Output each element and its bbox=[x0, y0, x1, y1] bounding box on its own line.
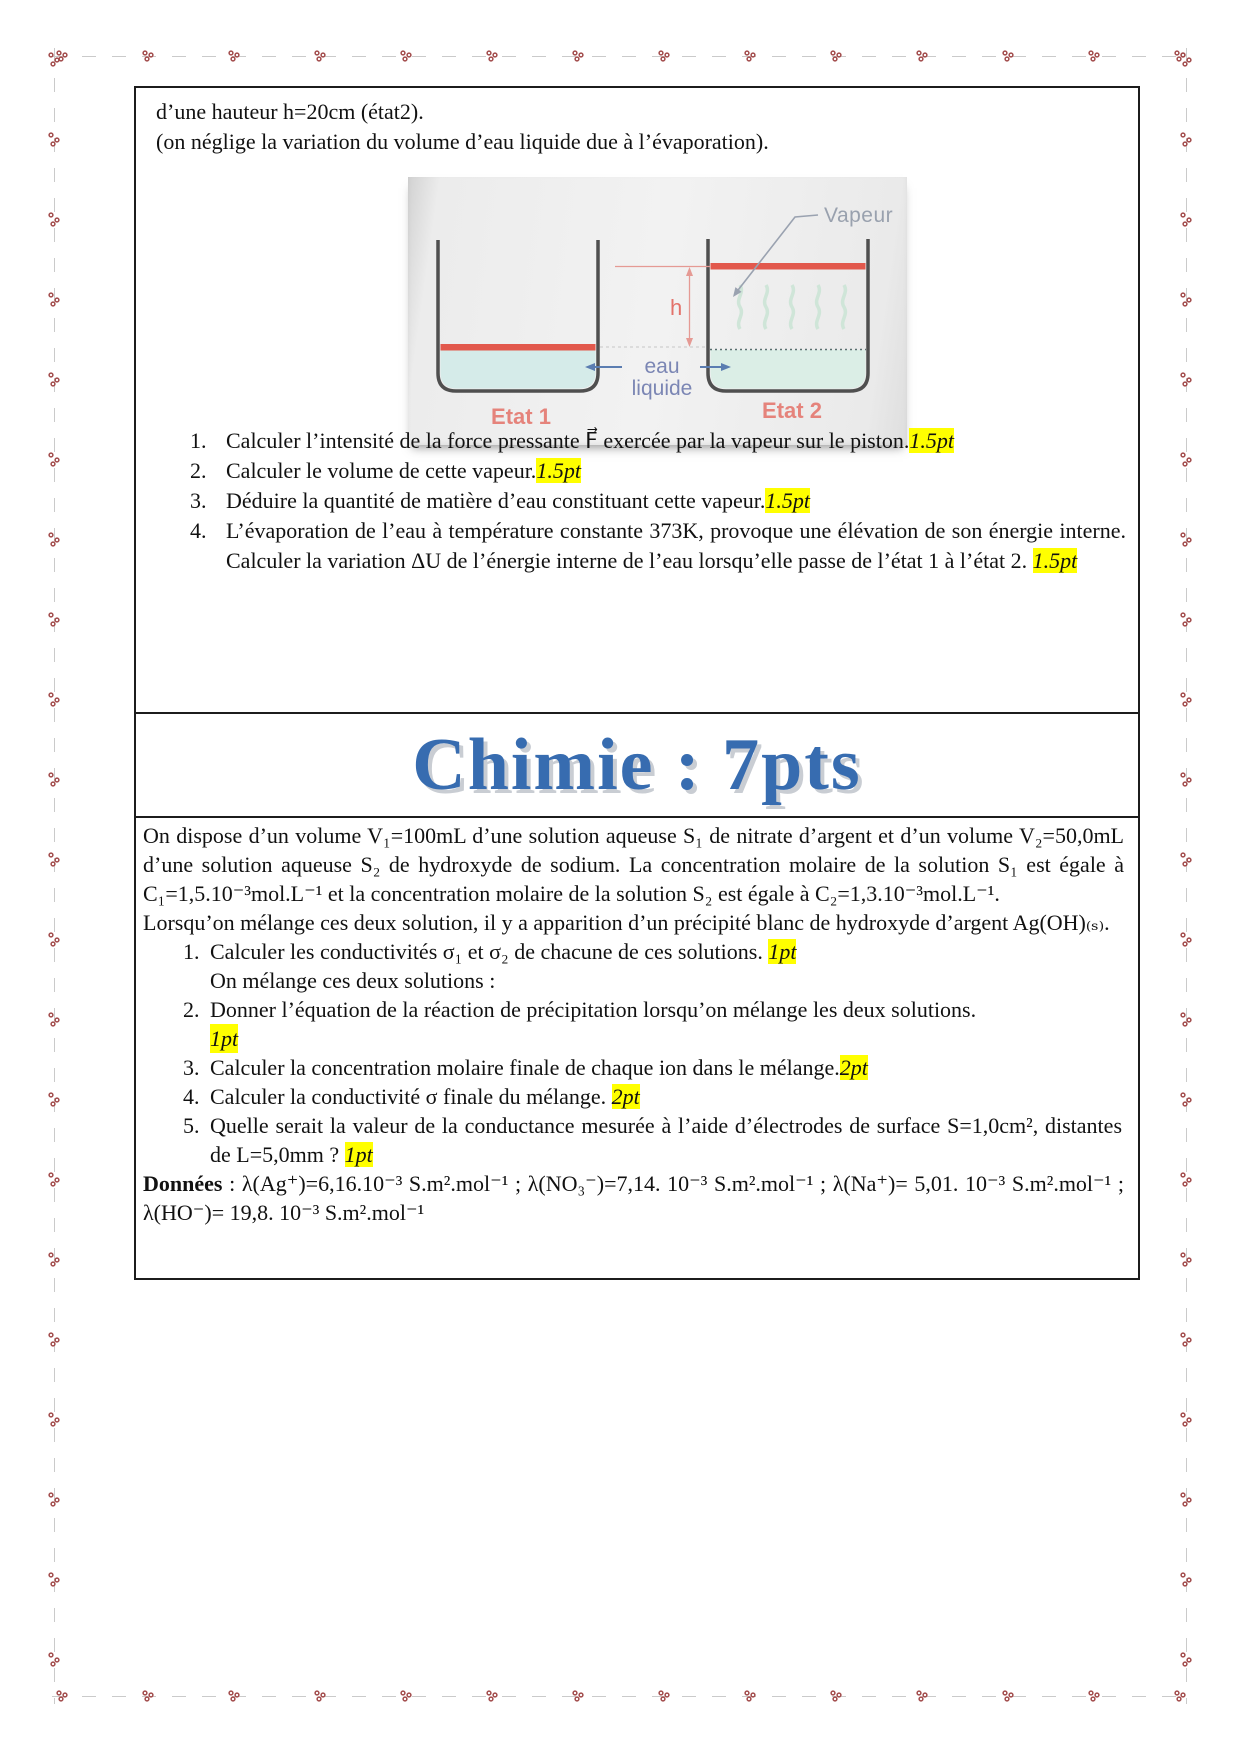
question-text: L’évaporation de l’eau à température constante 373K, provoque une élévation de son énergie interne. Calculer la variation ΔU de l’énergie interne de l’eau lorsqu’elle passe de l’état 1 à l’état 2. bbox=[226, 518, 1126, 573]
question-text: Quelle serait la valeur de la conductance mesurée à l’aide d’électrodes de surface S=1,0cm², distantes de L=5,0mm ? bbox=[210, 1113, 1122, 1167]
question-number: 2. bbox=[190, 458, 207, 483]
question-text: Donner l’équation de la réaction de précipitation lorsqu’on mélange les deux solutions. bbox=[210, 997, 977, 1022]
question-text: Calculer le volume de cette vapeur. bbox=[226, 458, 537, 483]
vapeur-label: Vapeur bbox=[824, 204, 894, 227]
question-number: 3. bbox=[183, 1055, 200, 1080]
question-item bbox=[143, 1111, 1126, 1169]
physics-question-list bbox=[136, 426, 1138, 576]
question-number: 5. bbox=[183, 1113, 200, 1138]
h-label: h bbox=[670, 295, 683, 320]
points-badge: 1.5pt bbox=[765, 488, 811, 513]
etat2-label: Etat 2 bbox=[762, 398, 822, 423]
points-badge: 1.5pt bbox=[909, 428, 954, 453]
points-badge: 1pt bbox=[210, 1026, 239, 1051]
figure-etats-photo bbox=[408, 177, 907, 445]
physics-section bbox=[136, 88, 1138, 712]
donnees-label: Données bbox=[143, 1171, 223, 1196]
physics-intro-line1: d’une hauteur h=20cm (état2). bbox=[156, 99, 424, 124]
donnees-paragraph bbox=[143, 1169, 1126, 1227]
question-number: 1. bbox=[183, 939, 200, 964]
content-box bbox=[134, 86, 1140, 1280]
question-number: 4. bbox=[183, 1084, 200, 1109]
question-item bbox=[143, 995, 1126, 1053]
decorative-border-top bbox=[52, 48, 1190, 64]
question-number: 2. bbox=[183, 997, 200, 1022]
chemistry-title-section bbox=[136, 712, 1138, 816]
question-text: Calculer les conductivités σ₁ et σ₂ de chacune de ces solutions. bbox=[210, 939, 769, 964]
etat1-label: Etat 1 bbox=[491, 404, 551, 429]
question-item bbox=[136, 426, 1138, 456]
points-badge: 2pt bbox=[839, 1055, 868, 1080]
question-text: Calculer la conductivité σ finale du mélange. bbox=[210, 1084, 612, 1109]
eau-label: eau bbox=[644, 355, 680, 378]
question-text: Déduire la quantité de matière d’eau constituant cette vapeur. bbox=[226, 488, 766, 513]
h-dimension bbox=[600, 267, 710, 348]
vapor-squiggles-icon bbox=[739, 285, 846, 329]
decorative-border-right bbox=[1178, 48, 1194, 1704]
melange-subline: On mélange ces deux solutions : bbox=[210, 968, 496, 993]
etat1-piston bbox=[441, 344, 596, 351]
question-item bbox=[136, 456, 1138, 486]
points-badge: 2pt bbox=[611, 1084, 640, 1109]
chemistry-section bbox=[136, 816, 1138, 1278]
question-item bbox=[143, 937, 1126, 966]
points-badge: 1pt bbox=[768, 939, 797, 964]
page-title: Chimie : 7pts bbox=[412, 724, 862, 806]
question-item bbox=[143, 1082, 1126, 1111]
chemistry-intro-paragraph: On dispose d’un volume V₁=100mL d’une solution aqueuse S₁ de nitrate d’argent et d’un volume V₂=50,0mL d’une solution aqueuse S₂ de hydroxyde de sodium. La concentration molaire de la solution S₁ est égale à C₁=1,5.10⁻³mol.L⁻¹ et la concentration molaire de la solution S₂ est égale à C₂=1,3.10⁻³mol.L⁻¹. bbox=[143, 823, 1124, 906]
liquide-label: liquide bbox=[631, 377, 693, 400]
question-number: 3. bbox=[190, 488, 207, 513]
question-item bbox=[136, 516, 1138, 576]
etat1-liquid bbox=[441, 350, 596, 389]
points-badge: 1.5pt bbox=[1032, 548, 1078, 573]
points-badge: 1pt bbox=[344, 1142, 373, 1167]
question-item bbox=[143, 1053, 1126, 1082]
chemistry-note-paragraph: Lorsqu’on mélange ces deux solution, il y a apparition d’un précipité blanc de hydroxyde d’argent Ag(OH)₍ₛ₎. bbox=[143, 910, 1110, 935]
question-text: Calculer la concentration molaire finale de chaque ion dans le mélange. bbox=[210, 1055, 840, 1080]
decorative-border-bottom bbox=[52, 1688, 1190, 1704]
vapeur-leader-line bbox=[733, 215, 818, 297]
question-number: 1. bbox=[190, 428, 207, 453]
figure-etats-svg bbox=[408, 177, 907, 445]
physics-intro-line2: (on néglige la variation du volume d’eau liquide due à l’évaporation). bbox=[156, 129, 769, 154]
donnees-values: : λ(Ag⁺)=6,16.10⁻³ S.m².mol⁻¹ ; λ(NO₃⁻)=7,14. 10⁻³ S.m².mol⁻¹ ; λ(Na⁺)= 5,01. 10⁻³ S.m².mol⁻¹ ; λ(HO⁻)= 19,8. 10⁻³ S.m².mol⁻¹ bbox=[143, 1171, 1124, 1225]
points-badge: 1.5pt bbox=[536, 458, 581, 483]
question-item bbox=[136, 486, 1138, 516]
question-text: Calculer l’intensité de la force pressante F⃗ exercée par la vapeur sur le piston. bbox=[226, 428, 910, 453]
decorative-border-left bbox=[46, 48, 62, 1704]
etat2-piston bbox=[711, 263, 866, 270]
etat2-liquid bbox=[711, 350, 866, 389]
question-number: 4. bbox=[190, 518, 207, 543]
